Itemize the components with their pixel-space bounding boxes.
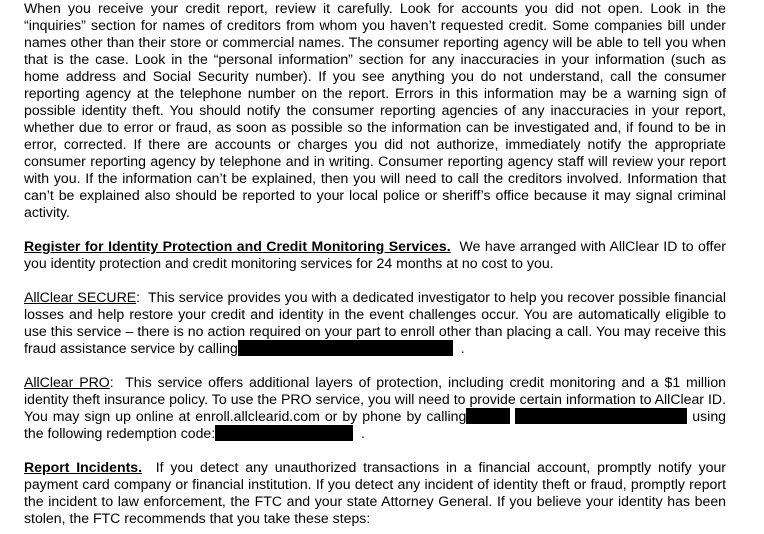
pro-end: . [361,425,365,441]
register-body: We have arranged with AllClear ID to offer you identity protection and credit monitoring services for 24 months at no cost to you. [24,238,726,271]
secure-end: . [460,340,465,356]
paragraph-review-text: When you receive your credit report, review it carefully. Look for accounts you did not open. Look in the “inquiries” section for names of creditors from whom you haven’t requested credit. Some companies bill under names other than their store or commercial names. The consumer reporting agency will be able to tell you when that is the case. Look in the “personal information” section for any inaccuracies in your information (such as home address and Social Security number). If you see anything you do not understand, call the consumer reporting agency at the telephone number on the report. Errors in this information may be a warning sign of possible identity theft. You should notify the consumer reporting agencies of any inaccuracies in your report, whether due to error or fraud, as soon as possible so the information can be investigated and, if found to be in error, corrected. If there are accounts or charges you did not authorize, immediately notify the appropriate consumer reporting agency by telephone and in writing. Consumer reporting agency staff will review your report with you. If the information can’t be explained, then you will need to call the creditors involved. Information that can’t be explained also should be reported to your local police or sheriff’s office because it may signal criminal activity. [24,0,726,220]
pro-body: This service offers additional layers of protection, including credit monitoring and a $1 million identity theft insurance policy. To use the PRO service, you will need to provide certain information to AllClear ID. You may sign up online at enroll.allclearid.com or by phone by calling [24,374,726,424]
secure-heading: AllClear SECURE [24,289,137,305]
redacted-phone-number [238,340,453,356]
register-heading: Register for Identity Protection and Credit Monitoring Services. [24,238,451,254]
pro-middle: using the following redemption code: [24,408,726,441]
paragraph-gap [24,442,726,459]
paragraph-allclear-pro [24,374,726,442]
report-body: If you detect any unauthorized transactions in a financial account, promptly notify your payment card company or financial institution. If you detect any incident of identity theft or fraud, promptly report the incident to law enforcement, the FTC and your state Attorney General. If you believe your identity has been stolen, the FTC recommends that you take these steps: [24,459,726,526]
paragraph-allclear-secure [24,289,726,357]
paragraph-gap [24,357,726,374]
secure-body: This service provides you with a dedicated investigator to help you recover possible financial losses and help restore your credit and identity in the event challenges occur. You are automatically eligible to use this service – there is no action required on your part to enroll other than placing a call. You may receive this fraud assistance service by calling [24,289,726,356]
redacted-redemption-code [215,425,353,441]
paragraph-gap [24,221,726,238]
secure-colon: : [136,289,141,305]
redacted-phone-number-continued [515,408,687,424]
report-heading: Report Incidents. [24,459,143,475]
letter-page [24,0,726,527]
paragraph-gap [24,272,726,289]
pro-heading: AllClear PRO [24,374,110,390]
redacted-phone-number [466,408,510,424]
paragraph-register-services [24,238,726,272]
pro-colon: : [109,374,114,390]
paragraph-review-credit-report [24,0,726,221]
paragraph-report-incidents [24,459,726,527]
